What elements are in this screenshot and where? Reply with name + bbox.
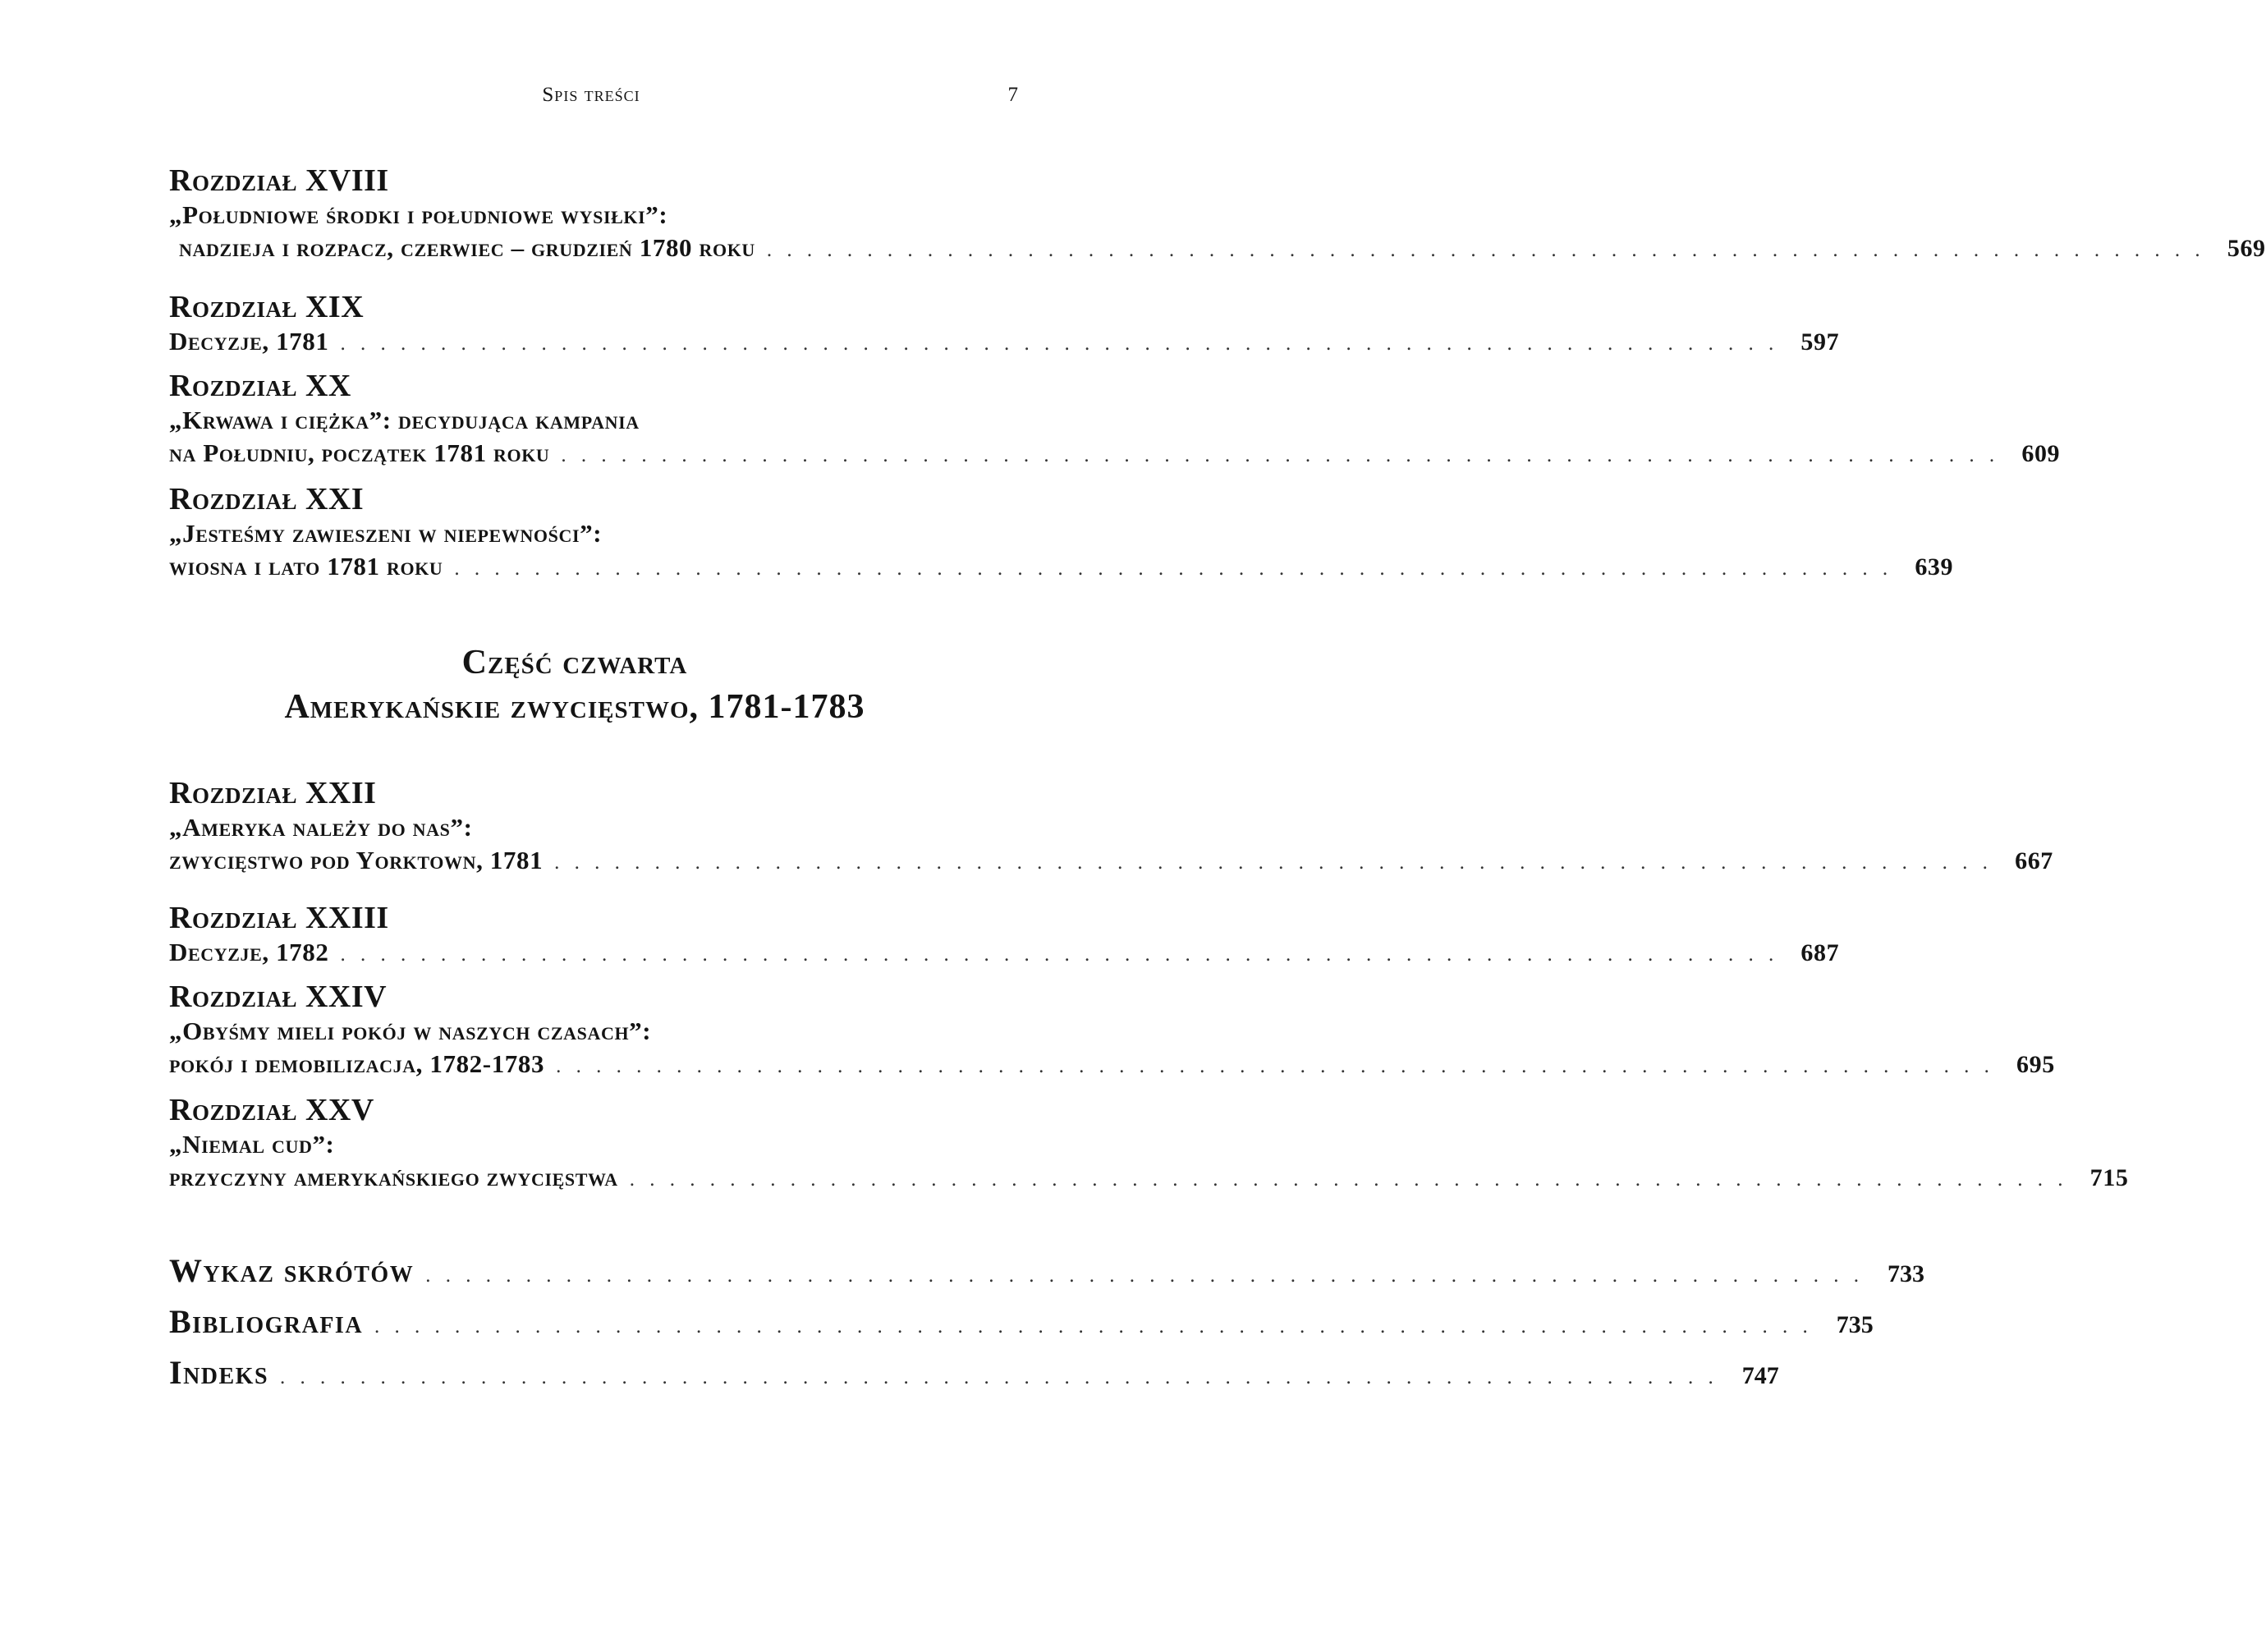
dot-leader: . . . . . . . . . . . . . . . . . . . . . . . . . . . . . . . . . . . . . . . . . . . . . . . . . . . . . . . . . . . . . . . . . . . . . . . . <box>374 1315 1813 1338</box>
end-matter-label: Indeks <box>169 1354 269 1391</box>
page-ref: 733 <box>1887 1260 1924 1287</box>
dot-leader: . . . . . . . . . . . . . . . . . . . . . . . . . . . . . . . . . . . . . . . . . . . . . . . . . . . . . . . . . . . . . . . . . . . . . . . . <box>425 1264 1864 1287</box>
chapter-title-line: „Niemal cud”: <box>169 1130 335 1159</box>
dot-leader: . . . . . . . . . . . . . . . . . . . . . . . . . . . . . . . . . . . . . . . . . . . . . . . . . . . . . . . . . . . . . . . . . . . . . . . . <box>556 1055 1994 1077</box>
chapter-number: Rozdział XXI <box>169 482 365 516</box>
dot-leader: . . . . . . . . . . . . . . . . . . . . . . . . . . . . . . . . . . . . . . . . . . . . . . . . . . . . . . . . . . . . . . . . . . . . . . . . <box>629 1168 2068 1191</box>
page-ref: 695 <box>2016 1051 2055 1078</box>
chapter-title-last-line <box>169 232 2266 267</box>
toc-end-matter <box>169 1248 1924 1401</box>
chapter-title-line: „Ameryka należy do nas”: <box>169 813 473 842</box>
chapter-title-text: na Południu, początek 1781 roku <box>169 438 550 467</box>
dot-leader: . . . . . . . . . . . . . . . . . . . . . . . . . . . . . . . . . . . . . . . . . . . . . . . . . . . . . . . . . . . . . . . . . . . . . . . . <box>454 558 1893 580</box>
page-number: 7 <box>1007 84 1018 106</box>
toc-entry-chapter-20 <box>169 368 2061 472</box>
page-ref: 597 <box>1800 328 1840 356</box>
part-title: Część czwarta <box>461 644 688 681</box>
toc-entry-index <box>169 1350 1779 1401</box>
dot-leader: . . . . . . . . . . . . . . . . . . . . . . . . . . . . . . . . . . . . . . . . . . . . . . . . . . . . . . . . . . . . . . . . . . . . . . . . <box>766 239 2205 261</box>
toc-entry-bibliography <box>169 1299 1874 1350</box>
chapter-number: Rozdział XXV <box>169 1093 374 1127</box>
chapter-title-last-line <box>169 844 2053 879</box>
page-ref: 735 <box>1836 1311 1874 1338</box>
toc-entry-chapter-22 <box>169 775 2053 879</box>
chapter-title-text: wiosna i lato 1781 roku <box>169 552 443 580</box>
chapter-title-line: „Południowe środki i południowe wysiłki”: <box>169 200 668 229</box>
page-ref: 609 <box>2021 440 2061 467</box>
running-head <box>0 84 1149 108</box>
chapter-title-text: Decyzje, 1781 <box>169 327 329 356</box>
end-matter-label: Wykaz skrótów <box>169 1252 415 1289</box>
page-ref: 667 <box>2015 847 2053 874</box>
chapter-title-last-line <box>169 550 1954 585</box>
chapter-title-last-line <box>169 1161 2129 1196</box>
page-ref: 569 <box>2227 235 2266 262</box>
chapter-number: Rozdział XVIII <box>169 163 389 198</box>
toc-entry-chapter-25 <box>169 1092 2129 1196</box>
page-ref: 715 <box>2089 1164 2129 1191</box>
chapter-number: Rozdział XIX <box>169 290 365 324</box>
dot-leader: . . . . . . . . . . . . . . . . . . . . . . . . . . . . . . . . . . . . . . . . . . . . . . . . . . . . . . . . . . . . . . . . . . . . . . . . <box>340 333 1779 355</box>
chapter-title-last-line <box>169 325 1840 360</box>
part-heading <box>0 640 1149 729</box>
toc-entry-abbreviations <box>169 1248 1924 1299</box>
page-ref: 639 <box>1915 553 1954 580</box>
chapter-title-line: „Krwawa i ciężka”: decydująca kampania <box>169 406 640 434</box>
chapter-title-text: zwycięstwo pod Yorktown, 1781 <box>169 846 544 874</box>
page-ref: 747 <box>1741 1362 1779 1389</box>
dot-leader: . . . . . . . . . . . . . . . . . . . . . . . . . . . . . . . . . . . . . . . . . . . . . . . . . . . . . . . . . . . . . . . . . . . . . . . . <box>561 444 2000 466</box>
end-matter-label: Bibliografia <box>169 1303 364 1340</box>
chapter-title-line: „Obyśmy mieli pokój w naszych czasach”: <box>169 1016 652 1045</box>
chapter-number: Rozdział XXII <box>169 776 377 810</box>
chapter-number: Rozdział XXIV <box>169 980 388 1014</box>
toc-entry-chapter-19 <box>169 289 1840 360</box>
chapter-title-last-line <box>169 1048 2055 1083</box>
page-ref: 687 <box>1800 939 1840 966</box>
chapter-title-last-line <box>169 437 2061 472</box>
chapter-title-text: przyczyny amerykańskiego zwycięstwa <box>169 1163 618 1191</box>
dot-leader: . . . . . . . . . . . . . . . . . . . . . . . . . . . . . . . . . . . . . . . . . . . . . . . . . . . . . . . . . . . . . . . . . . . . . . . . <box>280 1366 1718 1388</box>
toc-entry-chapter-23 <box>169 900 1840 971</box>
dot-leader: . . . . . . . . . . . . . . . . . . . . . . . . . . . . . . . . . . . . . . . . . . . . . . . . . . . . . . . . . . . . . . . . . . . . . . . . <box>554 851 1993 874</box>
chapter-number: Rozdział XX <box>169 369 351 403</box>
toc-entry-chapter-21 <box>169 481 1954 585</box>
running-title: Spis treści <box>542 84 640 106</box>
chapter-title-line: „Jesteśmy zawieszeni w niepewności”: <box>169 519 603 548</box>
part-subtitle: Amerykańskie zwycięstwo, 1781-1783 <box>284 688 865 726</box>
toc-entry-chapter-24 <box>169 979 2055 1083</box>
chapter-title-last-line <box>169 936 1840 971</box>
toc-entry-chapter-18 <box>169 163 2266 267</box>
chapter-title-text: nadzieja i rozpacz, czerwiec – grudzień 1780 roku <box>179 233 755 262</box>
chapter-title-text: pokój i demobilizacja, 1782-1783 <box>169 1049 545 1078</box>
dot-leader: . . . . . . . . . . . . . . . . . . . . . . . . . . . . . . . . . . . . . . . . . . . . . . . . . . . . . . . . . . . . . . . . . . . . . . . . <box>340 943 1779 966</box>
chapter-title-text: Decyzje, 1782 <box>169 938 329 966</box>
chapter-number: Rozdział XXIII <box>169 901 389 935</box>
